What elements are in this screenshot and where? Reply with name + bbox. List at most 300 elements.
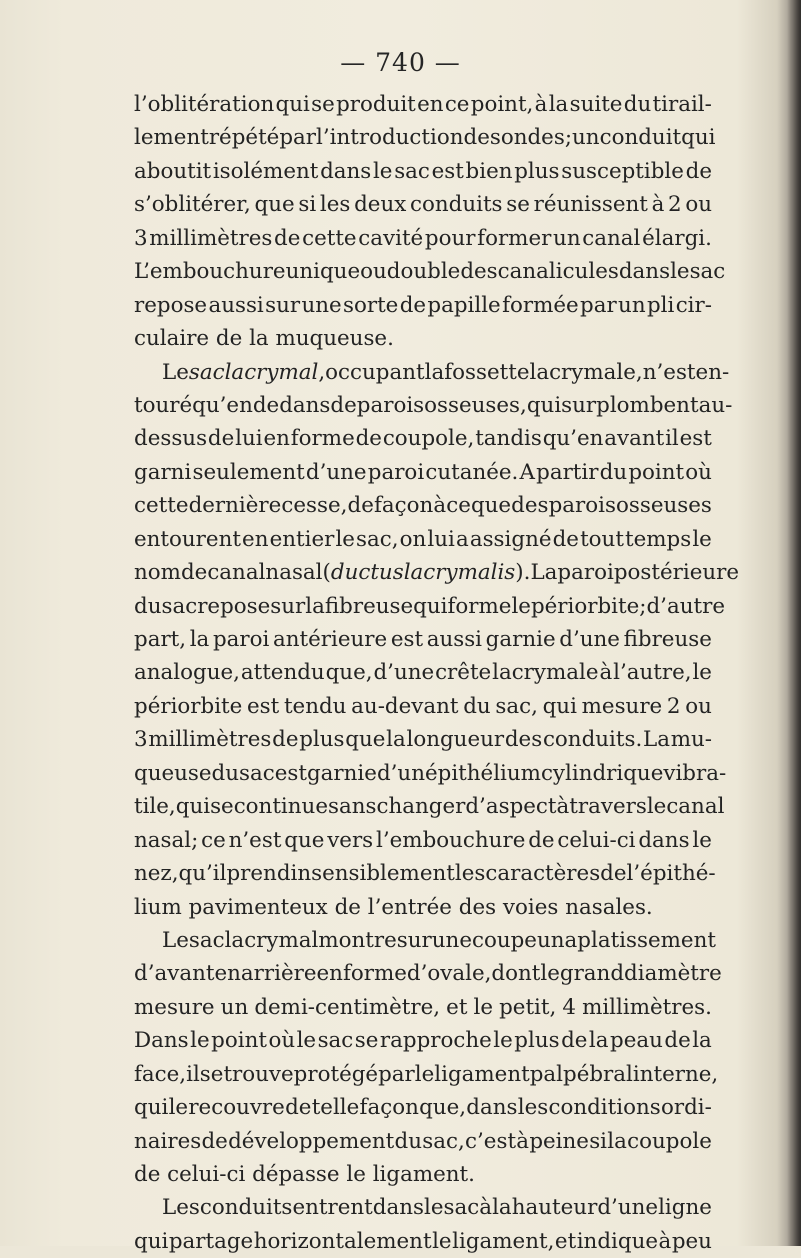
- word: de: [180, 560, 208, 586]
- text-line: [134, 656, 712, 689]
- word: deux: [354, 192, 407, 218]
- word: se: [354, 1028, 379, 1054]
- word: lui: [235, 426, 263, 452]
- word: 2: [666, 693, 681, 719]
- word: à: [651, 192, 665, 218]
- text-line: [134, 623, 712, 656]
- word: canal: [582, 225, 641, 251]
- word: plus: [514, 158, 560, 184]
- text-line: [134, 121, 716, 154]
- word: millimètres: [149, 225, 273, 251]
- word: dont: [491, 961, 541, 987]
- word: que: [254, 192, 295, 218]
- word: la: [588, 1028, 609, 1054]
- word: produit: [336, 92, 416, 117]
- word: queuse: [134, 760, 212, 786]
- text-line: [134, 222, 712, 255]
- word: suite: [569, 92, 623, 117]
- word: repose: [134, 292, 208, 318]
- word: (ductus: [322, 560, 404, 586]
- word: le: [670, 259, 690, 285]
- word: est: [431, 158, 464, 184]
- text-line: [134, 1058, 719, 1091]
- word: susceptible: [561, 158, 684, 184]
- word: est: [390, 627, 424, 652]
- word: tirail-: [652, 92, 712, 117]
- text-line: [134, 188, 712, 221]
- word: muqueuse.: [275, 326, 394, 352]
- word: pavimenteux: [188, 894, 328, 920]
- word: surplombent: [561, 392, 699, 418]
- word: de: [528, 827, 555, 853]
- word: ligne: [658, 1195, 712, 1221]
- word: la: [249, 326, 269, 352]
- word: parois: [548, 493, 616, 519]
- word: sac: [188, 927, 225, 953]
- text-line: [134, 456, 712, 489]
- word: montre: [318, 927, 397, 953]
- word: grand: [559, 961, 625, 987]
- word: il: [186, 1061, 200, 1087]
- word: parois: [356, 392, 425, 418]
- word: longueur: [406, 727, 505, 753]
- word: ;: [639, 593, 647, 619]
- word: se: [311, 92, 335, 117]
- word: vers: [327, 827, 374, 853]
- word: conduit: [599, 125, 682, 151]
- text-line: [134, 1091, 712, 1124]
- word: une: [301, 292, 342, 318]
- word: périorbite: [134, 693, 243, 719]
- word: le: [432, 1228, 452, 1254]
- text-line: [134, 790, 725, 823]
- word: canal: [207, 560, 266, 586]
- word: aussi: [426, 627, 483, 652]
- word: nasal;: [134, 827, 199, 853]
- word: l’épithé-: [626, 861, 716, 887]
- word: sac: [689, 259, 726, 285]
- word: petit,: [499, 994, 557, 1020]
- text-line: [134, 356, 730, 389]
- word: sorte: [343, 292, 399, 318]
- word: réunissent: [533, 192, 648, 218]
- word: d’aspect: [465, 794, 557, 820]
- word: demi-centimètre,: [254, 994, 441, 1020]
- word: Le: [162, 359, 189, 385]
- word: canal: [666, 794, 725, 820]
- word: par: [378, 1061, 415, 1087]
- word: dans: [320, 158, 372, 184]
- word: continue: [233, 794, 328, 820]
- word: la: [189, 627, 210, 652]
- word: interne,: [632, 1061, 719, 1087]
- word: à: [516, 1128, 530, 1154]
- word: coupole: [627, 1128, 712, 1154]
- word: dans: [466, 1095, 518, 1121]
- word: a: [455, 526, 469, 552]
- word: d’ovale,: [406, 961, 492, 987]
- word: part,: [134, 627, 187, 652]
- word: pli: [646, 292, 675, 318]
- word: si: [298, 192, 317, 218]
- word: de: [330, 392, 357, 418]
- word: sac: [443, 1195, 480, 1221]
- word: si: [589, 1128, 608, 1154]
- word: on: [399, 526, 427, 552]
- text-line: [134, 1225, 712, 1258]
- word: nez,: [134, 861, 179, 887]
- word: répété: [208, 125, 280, 151]
- word: de: [355, 426, 382, 452]
- word: à: [658, 1228, 672, 1254]
- word: ce: [201, 827, 226, 853]
- word: tout: [580, 526, 624, 552]
- word: de: [334, 894, 361, 920]
- word: n’est: [642, 359, 696, 385]
- word: d’une: [373, 660, 435, 686]
- word: sac,: [422, 1128, 465, 1154]
- word: développement: [228, 1128, 395, 1154]
- word: diamètre: [624, 961, 722, 987]
- word: les: [517, 1095, 549, 1121]
- text-line: [134, 757, 727, 790]
- word: le: [424, 1195, 444, 1221]
- word: le: [296, 1028, 317, 1054]
- text-line: [134, 556, 740, 589]
- word: par: [279, 125, 316, 151]
- word: entier: [269, 526, 335, 552]
- word: 4: [562, 994, 576, 1020]
- word: isolément: [212, 158, 319, 184]
- text-line: [134, 289, 712, 322]
- word: lacrymale,: [529, 359, 643, 385]
- word: avant: [604, 426, 665, 452]
- word: point,: [470, 92, 534, 117]
- word: osseuses,: [424, 392, 527, 418]
- text-line: [134, 824, 712, 857]
- word: protégé: [293, 1061, 379, 1087]
- word: temps: [625, 526, 692, 552]
- word: coupole,: [382, 426, 475, 452]
- word: point: [211, 1028, 267, 1054]
- word: caractères: [485, 861, 601, 887]
- word: cavité: [358, 225, 424, 251]
- word: le: [493, 1028, 513, 1054]
- word: du: [211, 760, 240, 786]
- word: lacrymalis).: [403, 560, 531, 586]
- word: garnie: [306, 760, 377, 786]
- word: à: [534, 92, 548, 117]
- word: dans: [638, 827, 690, 853]
- text-line: [134, 255, 726, 288]
- word: partir: [536, 459, 599, 485]
- word: par: [580, 292, 617, 318]
- word: de: [463, 125, 490, 151]
- word: de: [399, 292, 427, 318]
- word: fossette: [444, 359, 530, 385]
- word: est: [274, 760, 307, 786]
- word: et: [554, 1228, 577, 1254]
- word: de: [347, 493, 374, 519]
- word: partage: [168, 1228, 254, 1254]
- word: est: [247, 693, 280, 719]
- word: postérieure: [613, 560, 740, 586]
- word: entrent: [292, 1195, 373, 1221]
- word: palpébral: [529, 1061, 633, 1087]
- word: n’est: [228, 827, 282, 853]
- word: pour: [424, 225, 476, 251]
- word: sac: [394, 158, 430, 184]
- word: à: [433, 493, 447, 519]
- word: lacrymale: [492, 660, 599, 686]
- word: des: [460, 259, 498, 285]
- word: le: [692, 660, 712, 686]
- word: osseuses: [616, 493, 712, 519]
- word: unique: [285, 259, 361, 285]
- word: les: [454, 861, 486, 887]
- word: conduits.: [542, 727, 643, 753]
- word: entourent: [134, 526, 241, 552]
- word: bien: [465, 158, 513, 184]
- word: papille: [427, 292, 501, 318]
- word: des: [511, 493, 549, 519]
- word: tile,: [134, 794, 176, 820]
- word: la: [548, 92, 569, 117]
- word: le: [473, 994, 494, 1020]
- word: à: [479, 1195, 493, 1221]
- word: la: [424, 359, 445, 385]
- word: d’une: [559, 627, 620, 652]
- word: sac: [239, 760, 275, 786]
- word: qui: [134, 1095, 169, 1121]
- text-line: [134, 690, 712, 723]
- word: d’avant: [134, 961, 215, 987]
- word: millimètres: [148, 727, 272, 753]
- word: l’introduction: [316, 125, 464, 151]
- word: plus: [514, 1028, 560, 1054]
- word: Dans: [134, 1028, 189, 1054]
- word: que: [284, 827, 325, 853]
- text-line: [134, 422, 712, 455]
- word: culaire: [134, 326, 210, 352]
- word: celui-ci: [167, 1162, 246, 1187]
- word: vibra-: [663, 760, 727, 786]
- word: fibreuse: [623, 627, 712, 652]
- word: à: [599, 660, 613, 686]
- word: où: [268, 1028, 296, 1054]
- word: canalicules: [497, 259, 619, 285]
- body-text: [134, 88, 740, 1258]
- word: qui: [681, 125, 716, 151]
- text-line: [134, 1125, 712, 1158]
- word: ou: [685, 192, 712, 218]
- word: mu-: [670, 727, 712, 753]
- word: façon: [373, 493, 434, 519]
- word: ou: [685, 693, 712, 719]
- word: le: [646, 794, 667, 820]
- word: le: [346, 1162, 366, 1187]
- word: nasales.: [565, 894, 653, 920]
- word: seulement: [192, 459, 305, 485]
- page-number: — 740 —: [340, 48, 461, 77]
- word: en: [417, 92, 444, 117]
- word: où: [685, 459, 712, 485]
- word: dépasse: [252, 1162, 340, 1187]
- word: forme: [290, 426, 355, 452]
- word: nasal: [265, 560, 323, 586]
- word: ligament.: [372, 1162, 475, 1187]
- word: des: [504, 727, 543, 753]
- word: le: [335, 526, 355, 552]
- word: prend: [226, 861, 291, 887]
- word: de: [272, 727, 299, 753]
- word: que: [470, 493, 512, 519]
- word: la: [607, 1128, 627, 1154]
- word: naires: [134, 1128, 202, 1154]
- word: garni: [134, 459, 192, 485]
- word: un: [553, 225, 581, 251]
- word: tandis: [475, 426, 542, 452]
- word: peau: [610, 1028, 663, 1054]
- word: repose: [197, 593, 271, 619]
- word: dans: [372, 1195, 424, 1221]
- word: de: [134, 1162, 161, 1187]
- text-line: [134, 723, 712, 756]
- word: dernière: [188, 493, 282, 519]
- word: de: [552, 526, 579, 552]
- word: sur: [396, 927, 432, 953]
- text-line: [134, 991, 712, 1024]
- word: de: [274, 225, 301, 251]
- word: paroi: [557, 560, 614, 586]
- word: attendu: [240, 660, 325, 686]
- word: cette: [302, 225, 357, 251]
- word: conduits: [410, 192, 503, 218]
- word: point: [628, 459, 685, 485]
- word: travers: [569, 794, 647, 820]
- word: au-devant: [351, 693, 459, 719]
- word: ligament,: [452, 1228, 555, 1254]
- word: touré: [134, 392, 193, 418]
- word: peine: [529, 1128, 589, 1154]
- page-edge-shadow: [787, 0, 801, 1246]
- word: celui-ci: [557, 827, 636, 853]
- word: conduits: [199, 1195, 293, 1221]
- word: hauteur: [511, 1195, 598, 1221]
- word: que,: [419, 1095, 467, 1121]
- word: en: [242, 526, 269, 552]
- word: que,: [325, 660, 373, 686]
- word: indique: [576, 1228, 658, 1254]
- word: A: [519, 459, 535, 485]
- word: de: [201, 1128, 228, 1154]
- word: garnie: [485, 627, 556, 652]
- word: en-: [695, 359, 730, 385]
- word: cesse,: [281, 493, 348, 519]
- word: des: [458, 894, 497, 920]
- word: élargi.: [642, 225, 712, 251]
- word: plus: [299, 727, 345, 753]
- word: analogue,: [134, 660, 240, 686]
- word: mesure: [134, 994, 215, 1020]
- word: voies: [502, 894, 559, 920]
- word: formée: [502, 292, 579, 318]
- word: qui: [526, 392, 562, 418]
- word: qu’en: [542, 426, 604, 452]
- word: du: [134, 593, 162, 619]
- word: en: [214, 961, 241, 987]
- word: double: [386, 259, 461, 285]
- word: lement: [134, 125, 209, 151]
- word: mesure: [581, 693, 663, 719]
- word: sac: [161, 593, 198, 619]
- word: qui: [542, 693, 577, 719]
- word: le: [414, 1061, 435, 1087]
- word: se: [506, 192, 530, 218]
- word: conditions: [548, 1095, 661, 1121]
- word: occupant: [325, 359, 425, 385]
- word: du: [599, 459, 628, 485]
- word: rapproche: [379, 1028, 492, 1054]
- word: du: [394, 1128, 423, 1154]
- word: La: [643, 727, 670, 753]
- word: aussi: [208, 292, 264, 318]
- word: ligament: [434, 1061, 530, 1087]
- text-line: [134, 155, 712, 188]
- text-line: [134, 1158, 712, 1191]
- word: Le: [162, 927, 189, 953]
- text-line: [134, 957, 722, 990]
- word: façon: [359, 1095, 419, 1121]
- word: crête: [435, 660, 492, 686]
- word: paroi: [367, 459, 425, 485]
- word: le: [540, 961, 560, 987]
- word: la: [386, 727, 406, 753]
- word: 3: [134, 727, 148, 753]
- word: d’un: [376, 760, 425, 786]
- word: de: [215, 326, 243, 352]
- word: au-: [698, 392, 733, 418]
- word: sans: [328, 794, 377, 820]
- word: trouve: [223, 1061, 294, 1087]
- word: dedans: [252, 392, 331, 418]
- word: L’embouchure: [134, 259, 286, 285]
- word: la: [305, 593, 325, 619]
- text-line: [134, 1024, 712, 1057]
- word: forme: [447, 593, 512, 619]
- word: qui: [134, 1228, 169, 1254]
- word: qui: [175, 794, 211, 820]
- word: le: [511, 593, 531, 619]
- word: se: [210, 794, 234, 820]
- word: arrière: [240, 961, 317, 987]
- word: d’une: [305, 459, 367, 485]
- text-line: [134, 523, 712, 556]
- word: sac: [317, 1028, 354, 1054]
- word: l’oblitération: [134, 92, 275, 117]
- word: du: [623, 92, 652, 117]
- word: une: [431, 927, 472, 953]
- word: changer: [376, 794, 466, 820]
- word: se: [199, 1061, 224, 1087]
- word: périorbite: [530, 593, 640, 619]
- text-line: [134, 489, 712, 522]
- word: sac: [188, 359, 225, 385]
- word: de: [285, 1095, 312, 1121]
- word: c’est: [465, 1128, 517, 1154]
- word: qu’en: [192, 392, 253, 418]
- word: lacrymal: [224, 927, 319, 953]
